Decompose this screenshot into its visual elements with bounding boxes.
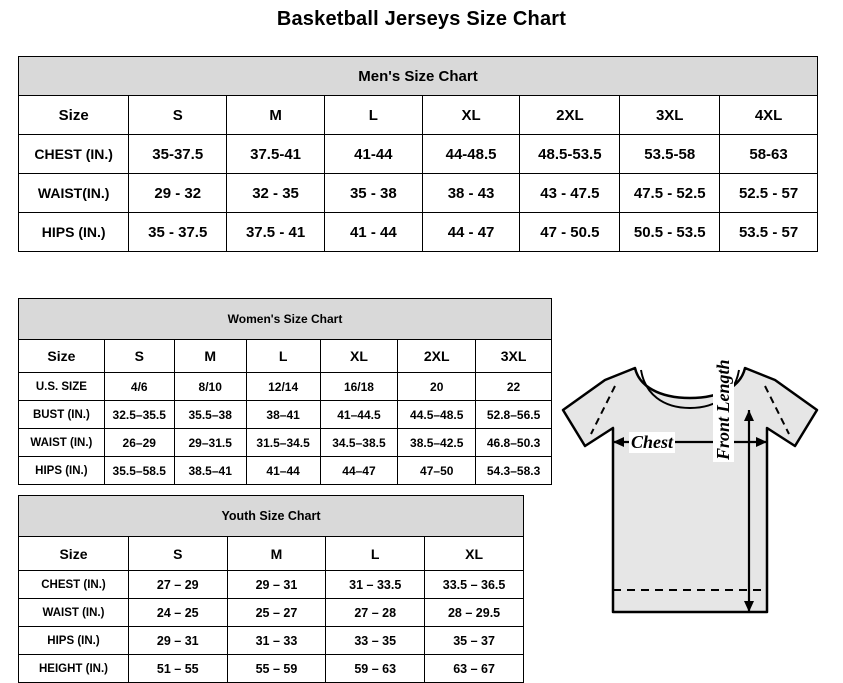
cell-bust-xl: 41–44.5 xyxy=(320,401,398,429)
table-row xyxy=(19,655,524,683)
cell-ussize-l: 12/14 xyxy=(246,373,320,401)
cell-waist-l: 35 - 38 xyxy=(325,174,423,213)
cell-chest-m: 29 – 31 xyxy=(227,571,326,599)
table-row xyxy=(19,213,818,252)
col-header-l: L xyxy=(325,96,423,135)
cell-hips-3xl: 54.3–58.3 xyxy=(476,457,552,485)
col-header-size: Size xyxy=(19,96,129,135)
cell-bust-s: 32.5–35.5 xyxy=(104,401,174,429)
table-caption-row xyxy=(19,496,524,537)
table-header-row xyxy=(19,537,524,571)
cell-hips-l: 33 – 35 xyxy=(326,627,425,655)
cell-waist-l: 31.5–34.5 xyxy=(246,429,320,457)
cell-chest-l: 41-44 xyxy=(325,135,423,174)
table-row xyxy=(19,135,818,174)
cell-waist-m: 29–31.5 xyxy=(174,429,246,457)
cell-height-xl: 63 – 67 xyxy=(425,655,524,683)
col-header-l: L xyxy=(326,537,425,571)
col-header-m: M xyxy=(227,537,326,571)
col-header-m: M xyxy=(227,96,325,135)
cell-waist-xl: 34.5–38.5 xyxy=(320,429,398,457)
row-label-hips: HIPS (IN.) xyxy=(19,457,105,485)
table-row xyxy=(19,401,552,429)
front-length-measurement-label: Front Length xyxy=(713,359,733,460)
row-label-waist: WAIST (IN.) xyxy=(19,599,129,627)
chest-measurement-label: Chest xyxy=(631,432,674,452)
youth-chart-caption: Youth Size Chart xyxy=(19,496,524,537)
col-header-s: S xyxy=(104,340,174,373)
cell-hips-4xl: 53.5 - 57 xyxy=(720,213,818,252)
cell-chest-m: 37.5-41 xyxy=(227,135,325,174)
col-header-size: Size xyxy=(19,537,129,571)
table-row xyxy=(19,599,524,627)
cell-hips-m: 38.5–41 xyxy=(174,457,246,485)
cell-bust-l: 38–41 xyxy=(246,401,320,429)
col-header-2xl: 2XL xyxy=(398,340,476,373)
cell-ussize-2xl: 20 xyxy=(398,373,476,401)
row-label-chest: CHEST (IN.) xyxy=(19,135,129,174)
cell-hips-s: 29 – 31 xyxy=(128,627,227,655)
row-label-hips: HIPS (IN.) xyxy=(19,627,129,655)
cell-waist-s: 29 - 32 xyxy=(129,174,227,213)
row-label-waist: WAIST(IN.) xyxy=(19,174,129,213)
cell-hips-l: 41 - 44 xyxy=(325,213,423,252)
cell-waist-3xl: 46.8–50.3 xyxy=(476,429,552,457)
mens-size-chart-table xyxy=(18,56,818,252)
cell-bust-m: 35.5–38 xyxy=(174,401,246,429)
cell-height-m: 55 – 59 xyxy=(227,655,326,683)
jersey-shape-icon xyxy=(545,350,835,670)
cell-waist-m: 25 – 27 xyxy=(227,599,326,627)
cell-hips-xl: 35 – 37 xyxy=(425,627,524,655)
cell-waist-2xl: 43 - 47.5 xyxy=(520,174,620,213)
cell-hips-xl: 44–47 xyxy=(320,457,398,485)
cell-waist-s: 24 – 25 xyxy=(128,599,227,627)
table-row xyxy=(19,429,552,457)
row-label-waist: WAIST (IN.) xyxy=(19,429,105,457)
col-header-s: S xyxy=(128,537,227,571)
cell-waist-xl: 28 – 29.5 xyxy=(425,599,524,627)
cell-bust-2xl: 44.5–48.5 xyxy=(398,401,476,429)
table-row xyxy=(19,174,818,213)
cell-bust-3xl: 52.8–56.5 xyxy=(476,401,552,429)
col-header-4xl: 4XL xyxy=(720,96,818,135)
cell-waist-2xl: 38.5–42.5 xyxy=(398,429,476,457)
cell-chest-3xl: 53.5-58 xyxy=(620,135,720,174)
cell-waist-m: 32 - 35 xyxy=(227,174,325,213)
womens-size-chart-table xyxy=(18,298,552,485)
row-label-hips: HIPS (IN.) xyxy=(19,213,129,252)
page-title: Basketball Jerseys Size Chart xyxy=(276,8,567,30)
cell-ussize-m: 8/10 xyxy=(174,373,246,401)
cell-waist-l: 27 – 28 xyxy=(326,599,425,627)
cell-hips-2xl: 47–50 xyxy=(398,457,476,485)
cell-ussize-xl: 16/18 xyxy=(320,373,398,401)
cell-hips-m: 37.5 - 41 xyxy=(227,213,325,252)
cell-waist-4xl: 52.5 - 57 xyxy=(720,174,818,213)
table-row xyxy=(19,457,552,485)
table-row xyxy=(19,373,552,401)
cell-chest-4xl: 58-63 xyxy=(720,135,818,174)
cell-hips-m: 31 – 33 xyxy=(227,627,326,655)
table-row xyxy=(19,571,524,599)
jersey-measurement-diagram xyxy=(545,350,835,670)
table-caption-row xyxy=(19,299,552,340)
cell-ussize-3xl: 22 xyxy=(476,373,552,401)
cell-hips-l: 41–44 xyxy=(246,457,320,485)
col-header-size: Size xyxy=(19,340,105,373)
cell-height-s: 51 – 55 xyxy=(128,655,227,683)
col-header-xl: XL xyxy=(425,537,524,571)
cell-hips-3xl: 50.5 - 53.5 xyxy=(620,213,720,252)
col-header-2xl: 2XL xyxy=(520,96,620,135)
row-label-us-size: U.S. SIZE xyxy=(19,373,105,401)
cell-chest-xl: 33.5 – 36.5 xyxy=(425,571,524,599)
col-header-xl: XL xyxy=(422,96,520,135)
table-row xyxy=(19,627,524,655)
table-caption-row xyxy=(19,57,818,96)
cell-waist-s: 26–29 xyxy=(104,429,174,457)
table-header-row xyxy=(19,340,552,373)
col-header-xl: XL xyxy=(320,340,398,373)
table-header-row xyxy=(19,96,818,135)
cell-chest-s: 35-37.5 xyxy=(129,135,227,174)
row-label-chest: CHEST (IN.) xyxy=(19,571,129,599)
cell-chest-xl: 44-48.5 xyxy=(422,135,520,174)
cell-chest-s: 27 – 29 xyxy=(128,571,227,599)
col-header-3xl: 3XL xyxy=(476,340,552,373)
row-label-bust: BUST (IN.) xyxy=(19,401,105,429)
cell-hips-xl: 44 - 47 xyxy=(422,213,520,252)
cell-hips-s: 35.5–58.5 xyxy=(104,457,174,485)
cell-hips-2xl: 47 - 50.5 xyxy=(520,213,620,252)
cell-hips-s: 35 - 37.5 xyxy=(129,213,227,252)
cell-ussize-s: 4/6 xyxy=(104,373,174,401)
youth-size-chart-table xyxy=(18,495,524,683)
cell-chest-l: 31 – 33.5 xyxy=(326,571,425,599)
col-header-m: M xyxy=(174,340,246,373)
womens-chart-caption: Women's Size Chart xyxy=(19,299,552,340)
cell-waist-xl: 38 - 43 xyxy=(422,174,520,213)
col-header-s: S xyxy=(129,96,227,135)
col-header-3xl: 3XL xyxy=(620,96,720,135)
row-label-height: HEIGHT (IN.) xyxy=(19,655,129,683)
cell-height-l: 59 – 63 xyxy=(326,655,425,683)
cell-chest-2xl: 48.5-53.5 xyxy=(520,135,620,174)
cell-waist-3xl: 47.5 - 52.5 xyxy=(620,174,720,213)
mens-chart-caption: Men's Size Chart xyxy=(19,57,818,96)
col-header-l: L xyxy=(246,340,320,373)
